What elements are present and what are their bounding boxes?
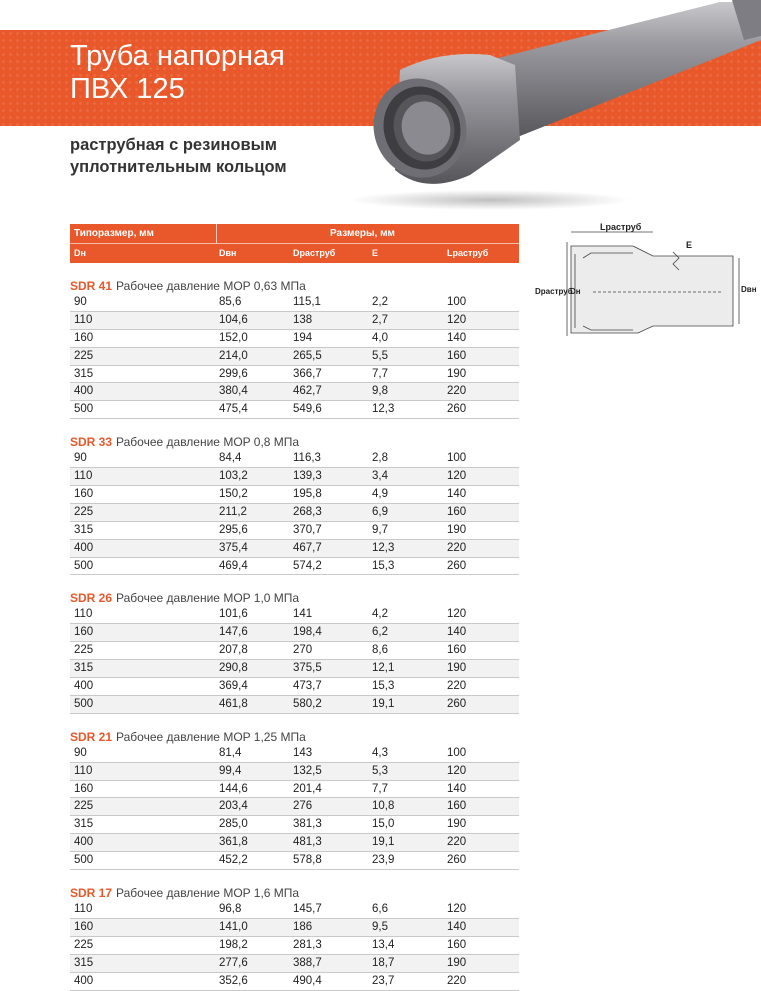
table-row [70,745,519,763]
table-cell: 220 [447,541,467,554]
table-cell: 141,0 [219,920,248,933]
table-row [70,901,519,919]
table-cell: 2,2 [372,296,388,308]
table-row [70,937,519,955]
table-cell: 140 [447,626,467,639]
table-cell: 194 [293,331,313,344]
table-cell: 3,4 [372,470,388,483]
table-cell: 8,6 [372,644,388,657]
table-row [70,606,519,624]
table-row [70,366,519,384]
sdr-label: SDR 41 [70,279,113,293]
table-row [70,852,519,870]
table-cell: 4,3 [372,746,388,759]
section-title [70,591,519,606]
table-cell: 6,6 [372,903,388,916]
table-cell: 276 [293,800,313,813]
table-cell: 18,7 [372,956,395,969]
table-cell: 110 [74,313,93,326]
subtitle-line-1: раструбная с резиновым [70,136,277,154]
section-title [70,279,519,294]
table-row [70,348,519,366]
table-cell: 110 [74,903,93,916]
table-cell: 19,1 [372,836,395,849]
table-cell: 549,6 [293,403,322,416]
table-cell: 190 [447,367,467,380]
table-row [70,401,519,419]
table-cell: 190 [447,956,467,969]
table-row [70,558,519,576]
table-cell: 15,3 [372,680,395,693]
table-cell: 315 [74,818,94,831]
table-cell: 225 [74,800,94,813]
table-row [70,522,519,540]
table-cell: 6,2 [372,626,388,639]
table-row [70,955,519,973]
table-row [70,660,519,678]
table-cell: 366,7 [293,367,322,380]
sdr-label: SDR 26 [70,591,113,606]
table-row [70,540,519,558]
table-cell: 100 [447,746,467,759]
table-cell: 315 [74,956,94,969]
table-cell: 90 [74,452,87,465]
table-row [70,383,519,401]
table-cell: 290,8 [219,662,248,675]
table-cell: 260 [447,559,467,572]
table-cell: 277,6 [219,956,248,969]
table-row [70,781,519,799]
page-title [70,40,285,106]
table-cell: 110 [74,608,93,621]
table-cell: 462,7 [293,385,322,398]
table-cell: 104,6 [219,313,248,326]
table-cell: 5,5 [372,349,388,362]
table-cell: 7,7 [372,367,388,380]
table-cell: 12,1 [372,662,395,675]
table-cell: 110 [74,764,93,777]
table-cell: 452,2 [219,854,248,867]
sdr-label: SDR 33 [70,435,113,450]
table-cell: 115,1 [293,296,321,308]
table-cell: 207,8 [219,644,248,657]
table-row [70,450,519,468]
table-cell: 400 [74,680,94,693]
table-cell: 225 [74,644,94,657]
table-row [70,763,519,781]
table-cell: 150,2 [219,488,248,501]
table-cell: 225 [74,938,94,951]
col-lrastr: Lраструб [447,248,489,258]
table-cell: 190 [447,818,467,831]
table-cell: 500 [74,559,94,572]
table-cell: 315 [74,367,94,380]
table-cell: 13,4 [372,938,395,951]
sdr-label: SDR 17 [70,886,113,901]
table-cell: 140 [447,331,467,344]
table-cell: 352,6 [219,974,248,987]
table-cell: 145,7 [293,903,322,916]
table-cell: 12,3 [372,541,395,554]
table-cell: 100 [447,452,467,465]
table-cell: 5,3 [372,764,388,777]
table-row [70,696,519,714]
table-row [70,642,519,660]
col-drastr: Dраструб [293,248,336,258]
pressure-label: Рабочее давление MOP 1,25 МПа [116,729,306,744]
subtitle-line-2: уплотнительным кольцом [70,158,287,176]
table-cell: 140 [447,920,467,933]
table-cell: 147,6 [219,626,248,639]
table-cell: 140 [447,782,467,795]
table-cell: 220 [447,974,467,987]
table-cell: 143 [293,746,313,759]
table-cell: 190 [447,662,467,675]
table-cell: 260 [447,697,467,710]
table-cell: 15,0 [372,818,395,831]
table-cell: 490,4 [293,974,322,987]
table-cell: 120 [447,764,467,777]
table-cell: 101,6 [219,608,248,621]
table-section [70,591,519,713]
table-cell: 195,8 [293,488,322,501]
table-cell: 15,3 [372,559,395,572]
sdr-label: SDR 21 [70,729,113,744]
table-cell: 2,8 [372,452,388,465]
table-section [70,730,519,870]
table-row [70,834,519,852]
table-row [70,312,519,330]
table-body [70,279,519,991]
table-cell: 580,2 [293,697,322,710]
table-cell: 211,2 [219,505,247,518]
table-cell: 9,8 [372,385,388,398]
table-cell: 469,4 [219,559,248,572]
table-cell: 9,5 [372,920,388,933]
table-cell: 369,4 [219,680,248,693]
table-cell: 361,8 [219,836,248,849]
table-cell: 198,2 [219,938,248,951]
table-cell: 220 [447,836,467,849]
table-cell: 90 [74,296,87,308]
table-cell: 10,8 [372,800,395,813]
table-cell: 139,3 [293,470,322,483]
table-cell: 100 [447,296,467,308]
table-cell: 160 [74,488,94,501]
table-row [70,504,519,522]
table-cell: 225 [74,505,94,518]
table-cell: 132,5 [293,764,322,777]
table-cell: 160 [74,331,94,344]
col-e: E [372,248,379,258]
table-cell: 84,4 [219,452,242,465]
table-cell: 160 [447,800,467,813]
table-cell: 4,9 [372,488,388,501]
table-row [70,330,519,348]
table-cell: 481,3 [293,836,322,849]
table-cell: 400 [74,836,94,849]
table-cell: 4,0 [372,331,388,344]
table-row [70,486,519,504]
table-cell: 203,4 [219,800,248,813]
table-cell: 388,7 [293,956,322,969]
table-cell: 160 [447,938,467,951]
pipe-dimension-diagram [533,218,757,338]
table-cell: 370,7 [293,523,322,536]
table-cell: 116,3 [293,452,321,465]
table-row [70,919,519,937]
pipe-illustration [340,0,761,215]
table-cell: 7,7 [372,782,388,795]
table-cell: 375,5 [293,662,322,675]
col-dvn: Dвн [219,248,237,258]
diagram-label-dvn: Dвн [741,285,757,294]
table-cell: 500 [74,854,94,867]
table-cell: 578,8 [293,854,322,867]
table-cell: 160 [74,782,94,795]
table-cell: 6,9 [372,505,388,518]
table-cell: 220 [447,680,467,693]
table-cell: 23,9 [372,854,395,867]
table-cell: 19,1 [372,697,395,710]
table-cell: 81,4 [219,746,242,759]
table-cell: 400 [74,541,94,554]
table-row [70,624,519,642]
table-cell: 285,0 [219,818,248,831]
table-cell: 198,4 [293,626,322,639]
table-cell: 315 [74,662,94,675]
section-title [70,886,519,901]
table-cell: 120 [447,313,467,326]
header-type: Типоразмер, мм [74,228,154,239]
table-row [70,468,519,486]
table-header-row-1 [70,224,519,243]
table-cell: 500 [74,697,94,710]
table-cell: 120 [447,903,467,916]
table-cell: 381,3 [293,818,322,831]
table-cell: 160 [74,626,94,639]
pressure-label: Рабочее давление MOP 1,0 МПа [116,591,300,606]
table-row [70,798,519,816]
table-cell: 270 [293,644,313,657]
title-line-2: ПВХ 125 [70,73,185,105]
col-dn: Dн [74,248,86,258]
title-line-1: Труба напорная [70,40,285,72]
section-title [70,730,519,745]
table-cell: 201,4 [293,782,322,795]
table-section [70,279,519,419]
table-cell: 225 [74,349,94,362]
table-cell: 220 [447,385,467,398]
table-cell: 315 [74,523,94,536]
table-cell: 110 [74,470,93,483]
diagram-label-lrastr: Lраструб [600,222,642,232]
table-section [70,886,519,990]
table-cell: 375,4 [219,541,248,554]
table-cell: 152,0 [219,331,248,344]
dimensions-table [70,224,519,991]
table-cell: 9,7 [372,523,388,536]
table-cell: 473,7 [293,680,322,693]
table-row [70,678,519,696]
table-cell: 574,2 [293,559,322,572]
table-cell: 120 [447,608,467,621]
table-cell: 160 [447,505,467,518]
table-cell: 138 [293,313,313,326]
diagram-label-drastr: Dраструб [535,287,573,296]
table-cell: 500 [74,403,94,416]
table-cell: 23,7 [372,974,395,987]
table-header-row-2 [70,243,519,263]
table-cell: 475,4 [219,403,248,416]
pressure-label: Рабочее давление MOP 0,63 МПа [116,279,306,293]
pressure-label: Рабочее давление MOP 1,6 МПа [116,886,300,901]
table-cell: 12,3 [372,403,395,416]
table-cell: 467,7 [293,541,322,554]
table-cell: 214,0 [219,349,248,362]
table-cell: 2,7 [372,313,388,326]
table-cell: 400 [74,974,94,987]
diagram-label-e: E [686,240,693,250]
table-cell: 380,4 [219,385,248,398]
table-section [70,435,519,575]
table-cell: 120 [447,470,467,483]
table-row [70,816,519,834]
table-cell: 160 [74,920,94,933]
table-cell: 85,6 [219,296,242,308]
table-cell: 160 [447,644,467,657]
table-cell: 260 [447,403,467,416]
table-cell: 186 [293,920,313,933]
table-cell: 260 [447,854,467,867]
table-cell: 299,6 [219,367,248,380]
table-cell: 160 [447,349,467,362]
table-row [70,294,519,312]
header-sizes: Размеры, мм [330,228,395,239]
table-cell: 295,6 [219,523,248,536]
table-cell: 140 [447,488,467,501]
table-cell: 141 [293,608,313,621]
table-cell: 400 [74,385,94,398]
section-title [70,435,519,450]
table-cell: 103,2 [219,470,248,483]
table-cell: 90 [74,746,87,759]
diagram-label-dn: Dн [570,287,581,296]
table-cell: 144,6 [219,782,248,795]
table-cell: 281,3 [293,938,322,951]
table-row [70,973,519,991]
pressure-label: Рабочее давление MOP 0,8 МПа [116,435,300,450]
page-subtitle [70,134,287,178]
table-cell: 268,3 [293,505,322,518]
table-cell: 265,5 [293,349,322,362]
table-cell: 96,8 [219,903,242,916]
table-cell: 461,8 [219,697,248,710]
table-cell: 4,2 [372,608,388,621]
table-cell: 190 [447,523,467,536]
table-cell: 99,4 [219,764,242,777]
